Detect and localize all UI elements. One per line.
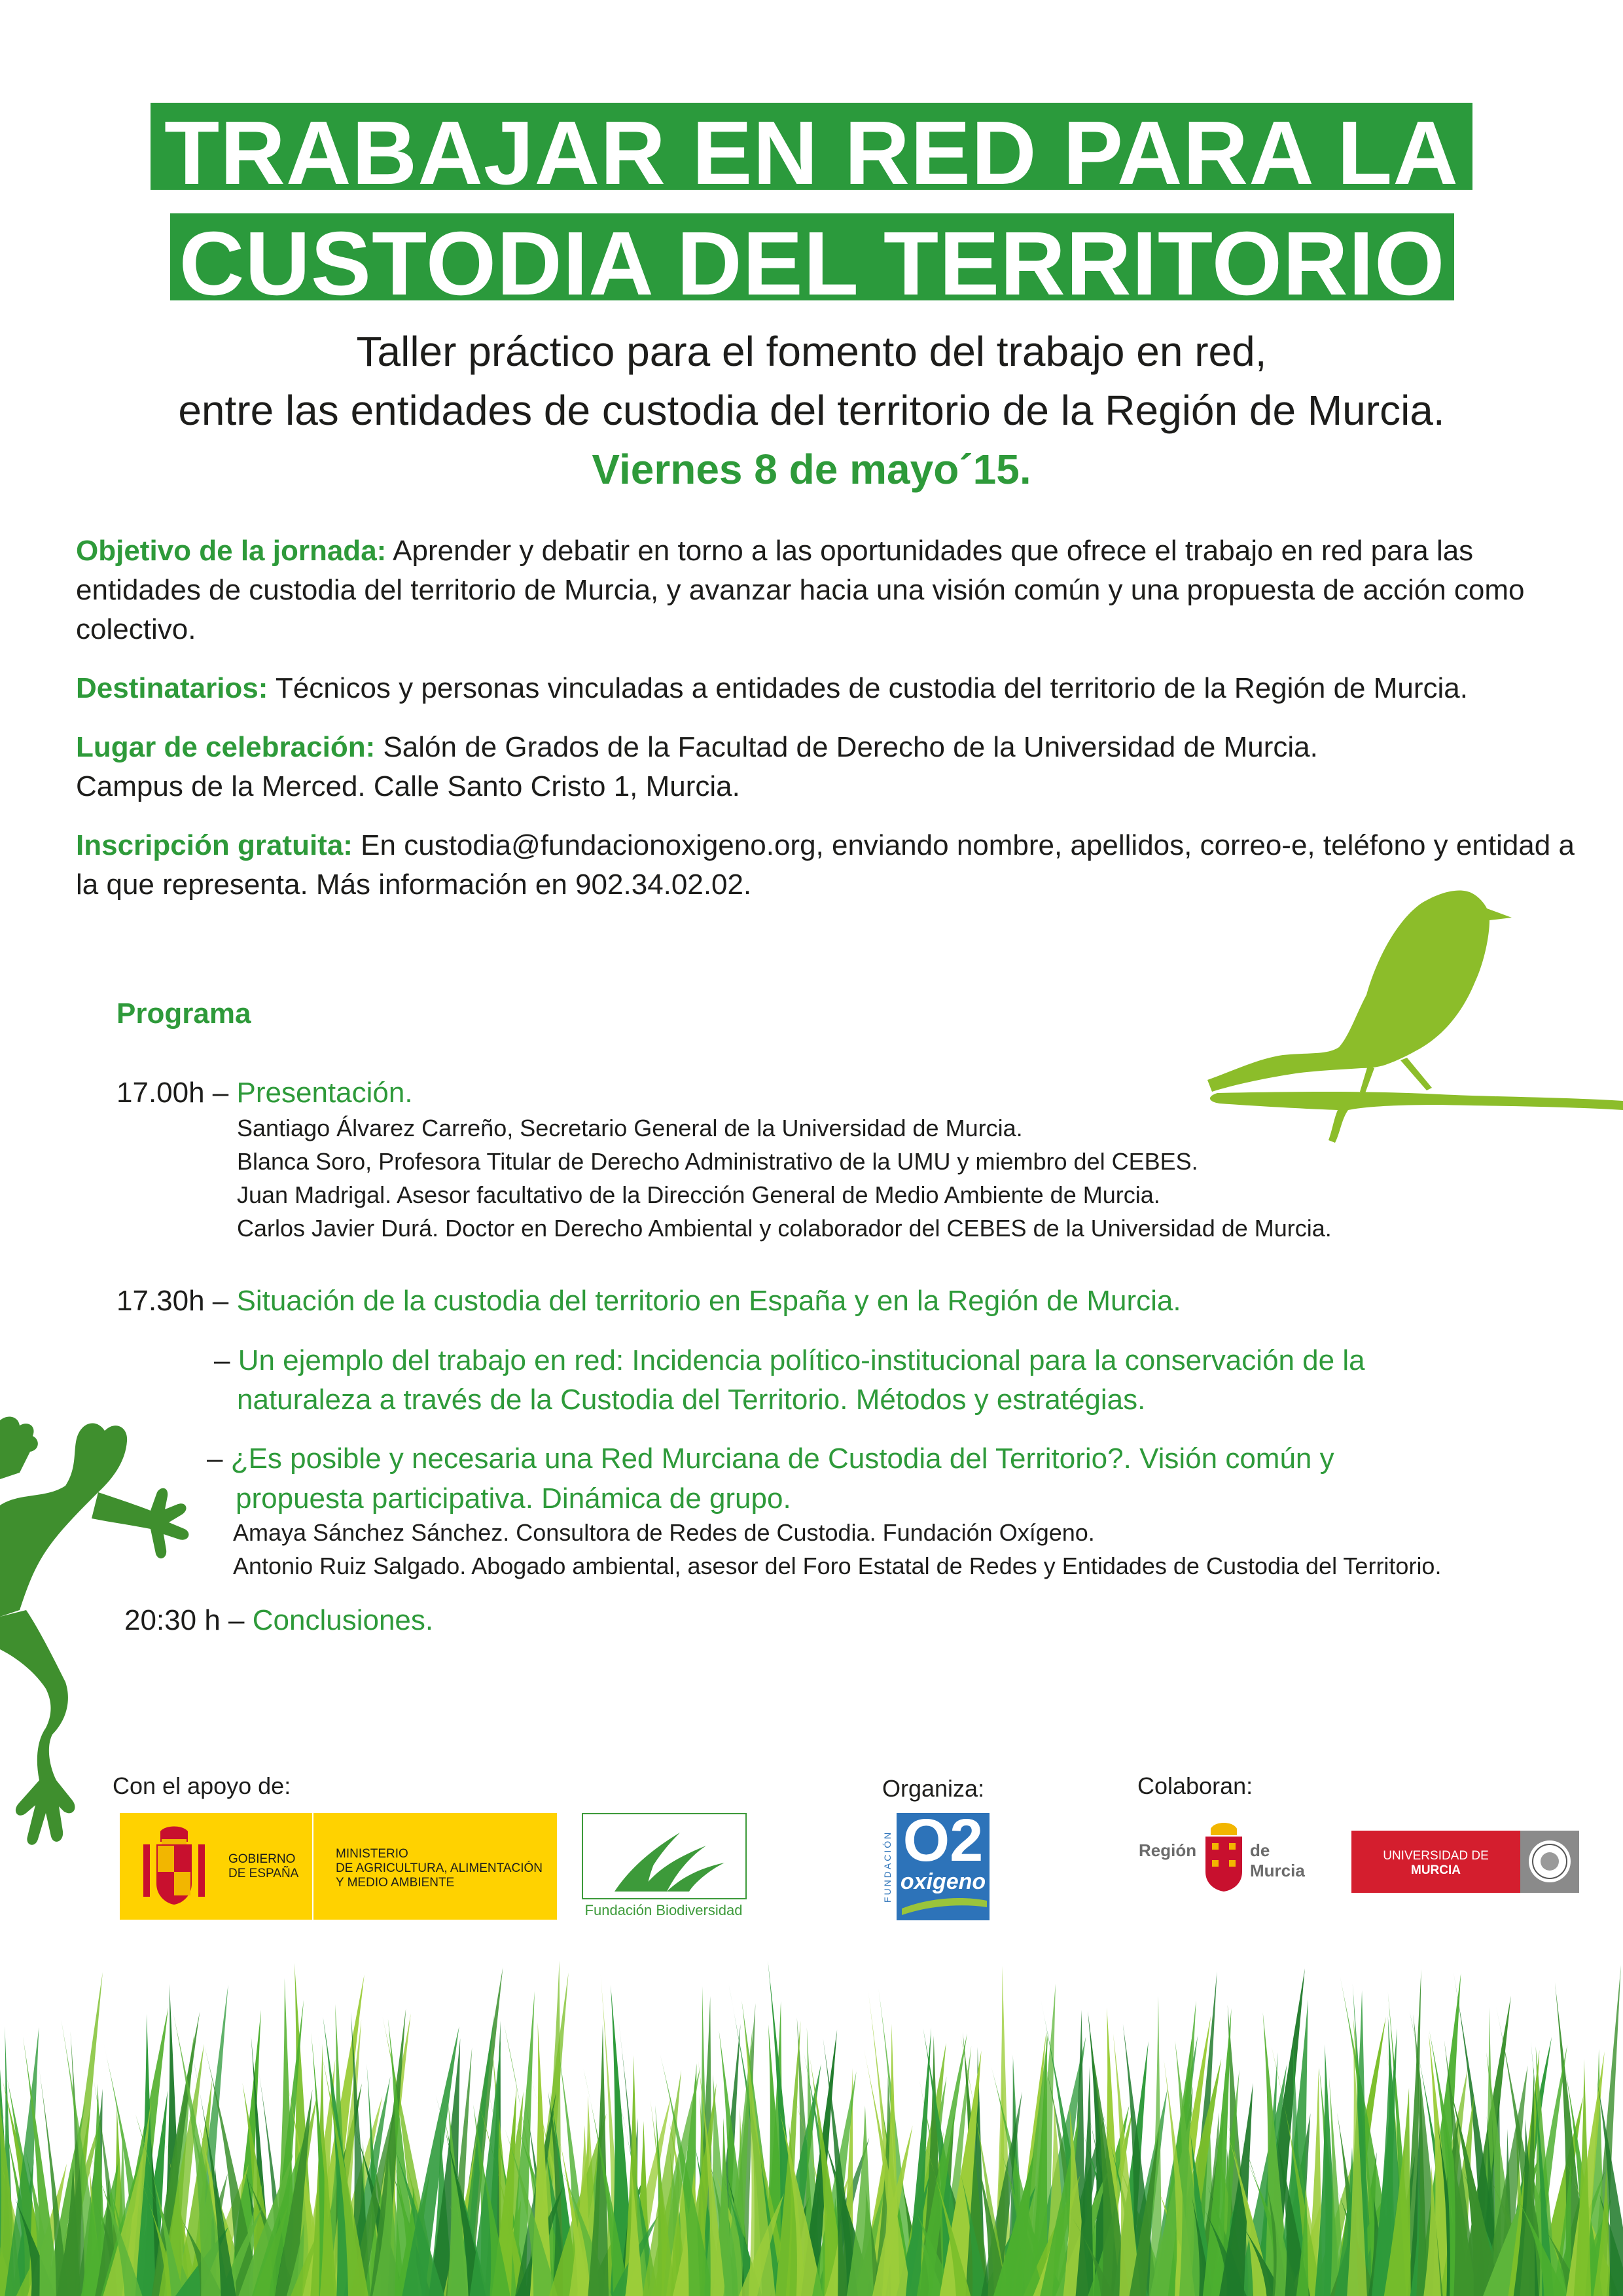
speaker: Santiago Álvarez Carreño, Secretario General de la Universidad de Murcia. bbox=[237, 1115, 1023, 1141]
region-left-text: Región bbox=[1139, 1840, 1197, 1860]
inscripcion-label: Inscripción gratuita: bbox=[76, 829, 353, 861]
destinatarios-paragraph bbox=[76, 669, 1581, 708]
session-3 bbox=[214, 1341, 1365, 1380]
grass-illustration bbox=[0, 1937, 1623, 2296]
speaker: Blanca Soro, Profesora Titular de Derecho Administrativo de la UMU y miembro del CEBES. bbox=[237, 1148, 1198, 1175]
session-3-title-line-2: naturaleza a través de la Custodia del Territorio. Métodos y estratégias. bbox=[237, 1384, 1146, 1416]
session-4-title-line-1: ¿Es posible y necesaria una Red Murciana de Custodia del Territorio?. Visión común y bbox=[230, 1443, 1334, 1475]
session-2 bbox=[116, 1282, 1181, 1321]
um-seal-icon bbox=[1527, 1839, 1573, 1884]
session-1-time: 17.00h – bbox=[116, 1077, 237, 1109]
region-right-text: de Murcia bbox=[1250, 1840, 1305, 1880]
o2-big-text: O2 bbox=[902, 1807, 984, 1874]
title-line-2: CUSTODIA DEL TERRITORIO bbox=[170, 213, 1454, 300]
session-1 bbox=[116, 1073, 413, 1113]
session-3-title-line-1: Un ejemplo del trabajo en red: Incidencia político-institucional para la conservación de la bbox=[238, 1344, 1365, 1376]
gobierno-text: GOBIERNO DE ESPAÑA bbox=[228, 1852, 299, 1880]
subtitle-line-1: Taller práctico para el fomento del trabajo en red, bbox=[356, 328, 1267, 375]
spain-coat-of-arms-icon bbox=[138, 1825, 210, 1909]
session-4 bbox=[207, 1439, 1334, 1479]
speaker: Amaya Sánchez Sánchez. Consultora de Redes de Custodia. Fundación Oxígeno. bbox=[233, 1519, 1095, 1546]
universidad-de-murcia-logo bbox=[1351, 1831, 1579, 1893]
session-2-time: 17.30h – bbox=[116, 1285, 237, 1317]
colaboran-label: Colaboran: bbox=[1137, 1772, 1253, 1799]
subtitle-line-2: entre las entidades de custodia del territorio de la Región de Murcia. bbox=[178, 387, 1445, 434]
speaker: Antonio Ruiz Salgado. Abogado ambiental, asesor del Foro Estatal de Redes y Entidades de Custodia del Territorio. bbox=[233, 1552, 1442, 1579]
speaker: Carlos Javier Durá. Doctor en Derecho Ambiental y colaborador del CEBES de la Universidad de Murcia. bbox=[237, 1215, 1332, 1242]
session-1-title: Presentación. bbox=[236, 1077, 413, 1109]
gobierno-espana-logo bbox=[120, 1813, 557, 1920]
event-date: Viernes 8 de mayo´15. bbox=[592, 446, 1031, 493]
o2-vertical-text: FUNDACIÓN bbox=[882, 1830, 893, 1903]
biodiversidad-text: Fundación Biodiversidad bbox=[584, 1902, 743, 1918]
session-2-title: Situación de la custodia del territorio en España y en la Región de Murcia. bbox=[236, 1285, 1181, 1317]
logo-divider bbox=[312, 1813, 313, 1920]
lugar-text: Salón de Grados de la Facultad de Derecho de la Universidad de Murcia. Campus de la Merced. Calle Santo Cristo 1, Murcia. bbox=[76, 731, 1318, 802]
fundacion-biodiversidad-logo bbox=[582, 1813, 745, 1920]
apoyo-label: Con el apoyo de: bbox=[113, 1772, 291, 1799]
fundacion-oxigeno-logo bbox=[882, 1807, 990, 1920]
session-5-time: 20:30 h – bbox=[124, 1604, 253, 1636]
lugar-label: Lugar de celebración: bbox=[76, 731, 376, 763]
destinatarios-label: Destinatarios: bbox=[76, 672, 268, 704]
session-4-dash: – bbox=[207, 1443, 231, 1475]
region-de-murcia-logo bbox=[1139, 1820, 1329, 1892]
session-5-title: Conclusiones. bbox=[252, 1604, 434, 1636]
destinatarios-text: Técnicos y personas vinculadas a entidades de custodia del territorio de la Región de Murcia. bbox=[268, 672, 1468, 704]
speaker: Juan Madrigal. Asesor facultativo de la Dirección General de Medio Ambiente de Murcia. bbox=[237, 1181, 1160, 1208]
session-4-title-line-2: propuesta participativa. Dinámica de grupo. bbox=[236, 1482, 791, 1515]
ministerio-text: MINISTERIO DE AGRICULTURA, ALIMENTACIÓN Y MEDIO AMBIENTE bbox=[336, 1847, 543, 1890]
title-line-1: TRABAJAR EN RED PARA LA bbox=[151, 103, 1472, 190]
programa-heading: Programa bbox=[116, 997, 251, 1030]
bird-illustration bbox=[1204, 884, 1623, 1145]
murcia-shield-icon bbox=[1203, 1820, 1245, 1892]
inscripcion-text: En custodia@fundacionoxigeno.org, enviando nombre, apellidos, correo-e, teléfono y entidad a la que representa. Más información en 902.34.02.02. bbox=[76, 829, 1575, 901]
grass-icon bbox=[608, 1826, 726, 1892]
objetivo-label: Objetivo de la jornada: bbox=[76, 535, 387, 567]
session-3-dash: – bbox=[214, 1344, 238, 1376]
lugar-paragraph bbox=[76, 728, 1424, 806]
o2-word-text: oxigeno bbox=[900, 1869, 986, 1894]
objetivo-paragraph bbox=[76, 531, 1581, 649]
o2-swoosh-icon bbox=[902, 1895, 987, 1915]
objetivo-text: Aprender y debatir en torno a las oportunidades que ofrece el trabajo en red para las entidades de custodia del territorio de Murcia, y avanzar hacia una visión común y una propuesta de acción como colectivo. bbox=[76, 535, 1525, 645]
organiza-label: Organiza: bbox=[882, 1775, 985, 1802]
um-text: UNIVERSIDAD DE MURCIA bbox=[1383, 1849, 1489, 1877]
